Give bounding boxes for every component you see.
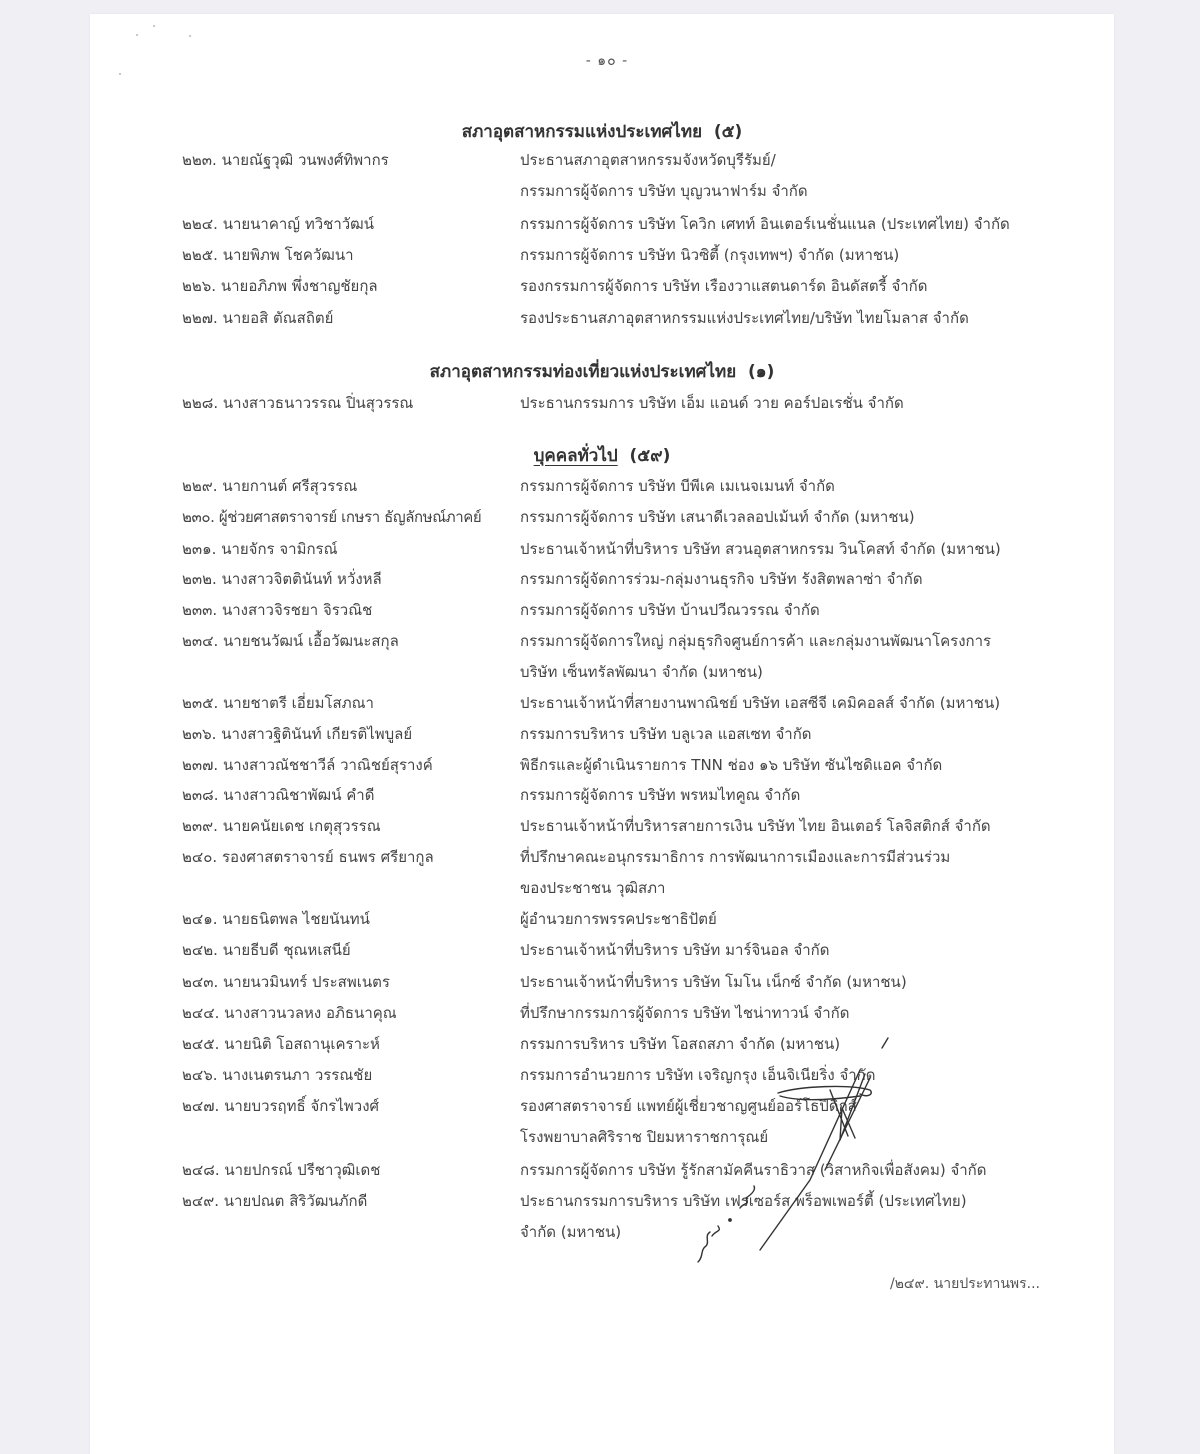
member-position: ที่ปรึกษากรรมการผู้จัดการ บริษัท ไชน่าทาวน์ จำกัด: [520, 1004, 850, 1022]
page-number: - ๑๐ -: [585, 53, 629, 69]
member-position: กรรมการผู้จัดการ บริษัท เสนาดีเวลลอปเม้นท์ จำกัด (มหาชน): [520, 508, 915, 526]
continuation-note: /๒๔๙. นายประทานพร...: [889, 1276, 1040, 1292]
member-position: พิธีกรและผู้ดำเนินรายการ TNN ช่อง ๑๖ บริษัท ซันไซดิแอค จำกัด: [520, 756, 943, 774]
member-position: กรรมการผู้จัดการร่วม-กลุ่มงานธุรกิจ บริษัท รังสิตพลาซ่า จำกัด: [520, 570, 923, 588]
member-position: ผู้อำนวยการพรรคประชาธิปัตย์: [520, 910, 717, 928]
section-count: (๕): [713, 122, 743, 142]
member-position: ประธานกรรมการบริหาร บริษัท เฟรเซอร์ส พร็อพเพอร์ตี้ (ประเทศไทย) จำกัด (มหาชน): [520, 1192, 967, 1241]
member-position: ที่ปรึกษาคณะอนุกรรมาธิการ การพัฒนาการเมืองและการมีส่วนร่วม ของประชาชน วุฒิสภา: [520, 848, 951, 897]
section-heading-fti: [90, 118, 1114, 145]
member-name: ๒๒๘. นางสาวธนาวรรณ ปิ่นสุวรรณ: [182, 394, 414, 412]
member-name: ๒๔๕. นายนิติ โอสถานุเคราะห์: [182, 1035, 380, 1053]
member-name: ๒๓๓. นางสาวจิรชยา จิรวณิช: [182, 601, 373, 619]
member-position: กรรมการผู้จัดการ บริษัท บ้านปวีณวรรณ จำกัด: [520, 601, 820, 619]
member-position: ประธานเจ้าหน้าที่บริหารสายการเงิน บริษัท ไทย อินเตอร์ โลจิสติกส์ จำกัด: [520, 817, 991, 835]
member-position: กรรมการผู้จัดการ บริษัท บีพีเค เมเนจเมนท์ จำกัด: [520, 477, 835, 495]
section-count: (๑): [748, 362, 775, 382]
member-name: ๒๒๙. นายกานต์ ศรีสุวรรณ: [182, 477, 358, 495]
member-position: รองประธานสภาอุตสาหกรรมแห่งประเทศไทย/บริษัท ไทยโมลาส จำกัด: [520, 309, 969, 327]
member-position: ประธานกรรมการ บริษัท เอ็ม แอนด์ วาย คอร์ปอเรชั่น จำกัด: [520, 394, 904, 412]
section-title: สภาอุตสาหกรรมแห่งประเทศไทย: [461, 122, 703, 142]
scan-speck: [119, 73, 121, 75]
scan-speck: [136, 34, 138, 36]
member-name: ๒๓๙. นายคนัยเดช เกตุสุวรรณ: [182, 817, 381, 835]
member-name: ๒๒๓. นายณัฐวุฒิ วนพงศ์ทิพากร: [182, 151, 389, 169]
member-position: ประธานสภาอุตสาหกรรมจังหวัดบุรีรัมย์/ กรรมการผู้จัดการ บริษัท บุญวนาฟาร์ม จำกัด: [520, 151, 808, 200]
member-name: ๒๔๙. นายปณต สิริวัฒนภักดี: [182, 1192, 368, 1210]
member-name: ๒๔๖. นางเนตรนภา วรรณชัย: [182, 1066, 373, 1084]
member-position: ประธานเจ้าหน้าที่บริหาร บริษัท มาร์จินอล จำกัด: [520, 941, 830, 959]
member-name: ๒๓๒. นางสาวจิตตินันท์ หวั่งหลี: [182, 570, 382, 588]
member-name: ๒๔๐. รองศาสตราจารย์ ธนพร ศรียากูล: [182, 848, 434, 866]
member-name: ๒๓๖. นางสาวฐิตินันท์ เกียรติไพบูลย์: [182, 725, 413, 743]
member-name: ๒๒๕. นายพิภพ โชควัฒนา: [182, 246, 354, 264]
member-name: ๒๔๗. นายบวรฤทธิ์ จักรไพวงศ์: [182, 1097, 380, 1115]
member-position: กรรมการบริหาร บริษัท โอสถสภา จำกัด (มหาชน): [520, 1035, 841, 1053]
member-position: กรรมการอำนวยการ บริษัท เจริญกรุง เอ็นจิเนียริ่ง จำกัด: [520, 1066, 876, 1084]
member-name: ๒๒๔. นายนาคาญ์ ทวิชาวัฒน์: [182, 215, 374, 233]
member-name: ๒๒๖. นายอภิภพ พึ่งชาญชัยกุล: [182, 277, 378, 295]
section-count: (๕๙): [629, 446, 671, 466]
member-name: ๒๓๐. ผู้ช่วยศาสตราจารย์ เกษรา ธัญลักษณ์ภาคย์: [182, 508, 482, 526]
member-position: กรรมการผู้จัดการ บริษัท พรหมไทคูณ จำกัด: [520, 786, 801, 804]
member-position: ประธานเจ้าหน้าที่สายงานพาณิชย์ บริษัท เอสซีจี เคมิคอลส์ จำกัด (มหาชน): [520, 694, 1001, 712]
member-name: ๒๓๑. นายจักร จามิกรณ์: [182, 540, 338, 558]
member-position: กรรมการผู้จัดการ บริษัท รู้รักสามัคคีนราธิวาส (วิสาหกิจเพื่อสังคม) จำกัด: [520, 1161, 987, 1179]
member-position: กรรมการบริหาร บริษัท บลูเวล แอสเซท จำกัด: [520, 725, 812, 743]
member-position: กรรมการผู้จัดการ บริษัท นิวซิตี้ (กรุงเทพฯ) จำกัด (มหาชน): [520, 246, 900, 264]
member-name: ๒๔๘. นายปกรณ์ ปรีชาวุฒิเดช: [182, 1161, 381, 1179]
section-title: บุคคลทั่วไป: [533, 446, 618, 466]
section-heading-general: [90, 442, 1114, 469]
member-position: ประธานเจ้าหน้าที่บริหาร บริษัท สวนอุตสาหกรรม วินโคสท์ จำกัด (มหาชน): [520, 540, 1001, 558]
member-name: ๒๔๒. นายธีบดี ชุณหเสนีย์: [182, 941, 351, 959]
section-heading-tourism: [90, 358, 1114, 385]
member-name: ๒๔๑. นายธนิตพล ไชยนันทน์: [182, 910, 370, 928]
member-position: กรรมการผู้จัดการ บริษัท โควิก เศทท์ อินเตอร์เนชั่นแนล (ประเทศไทย) จำกัด: [520, 215, 1010, 233]
member-position: กรรมการผู้จัดการใหญ่ กลุ่มธุรกิจศูนย์การค้า และกลุ่มงานพัฒนาโครงการ บริษัท เซ็นทรัลพัฒนา จำกัด (มหาชน): [520, 632, 992, 681]
member-name: ๒๔๓. นายนวมินทร์ ประสพเนตร: [182, 973, 390, 991]
member-name: ๒๓๔. นายชนวัฒน์ เอื้อวัฒนะสกุล: [182, 632, 399, 650]
member-name: ๒๔๔. นางสาวนวลหง อภิธนาคุณ: [182, 1004, 397, 1022]
scan-speck: [153, 25, 155, 27]
scan-speck: [189, 35, 191, 37]
section-title: สภาอุตสาหกรรมท่องเที่ยวแห่งประเทศไทย: [429, 362, 737, 382]
member-position: ประธานเจ้าหน้าที่บริหาร บริษัท โมโน เน็กซ์ จำกัด (มหาชน): [520, 973, 907, 991]
member-name: ๒๒๗. นายอสิ ตัณสถิตย์: [182, 309, 334, 327]
member-name: ๒๓๕. นายชาตรี เอี่ยมโสภณา: [182, 694, 374, 712]
member-position: รองศาสตราจารย์ แพทย์ผู้เชี่ยวชาญศูนย์ออร์โธปิดิกส์ โรงพยาบาลศิริราช ปิยมหาราชการุณย์: [520, 1097, 857, 1146]
member-position: รองกรรมการผู้จัดการ บริษัท เรืองวาแสตนดาร์ด อินดัสตรี้ จำกัด: [520, 277, 928, 295]
member-name: ๒๓๗. นางสาวณัชชาวีล์ วาณิชย์สุรางค์: [182, 756, 433, 774]
member-name: ๒๓๘. นางสาวณิชาพัฒน์ คำดี: [182, 786, 375, 804]
